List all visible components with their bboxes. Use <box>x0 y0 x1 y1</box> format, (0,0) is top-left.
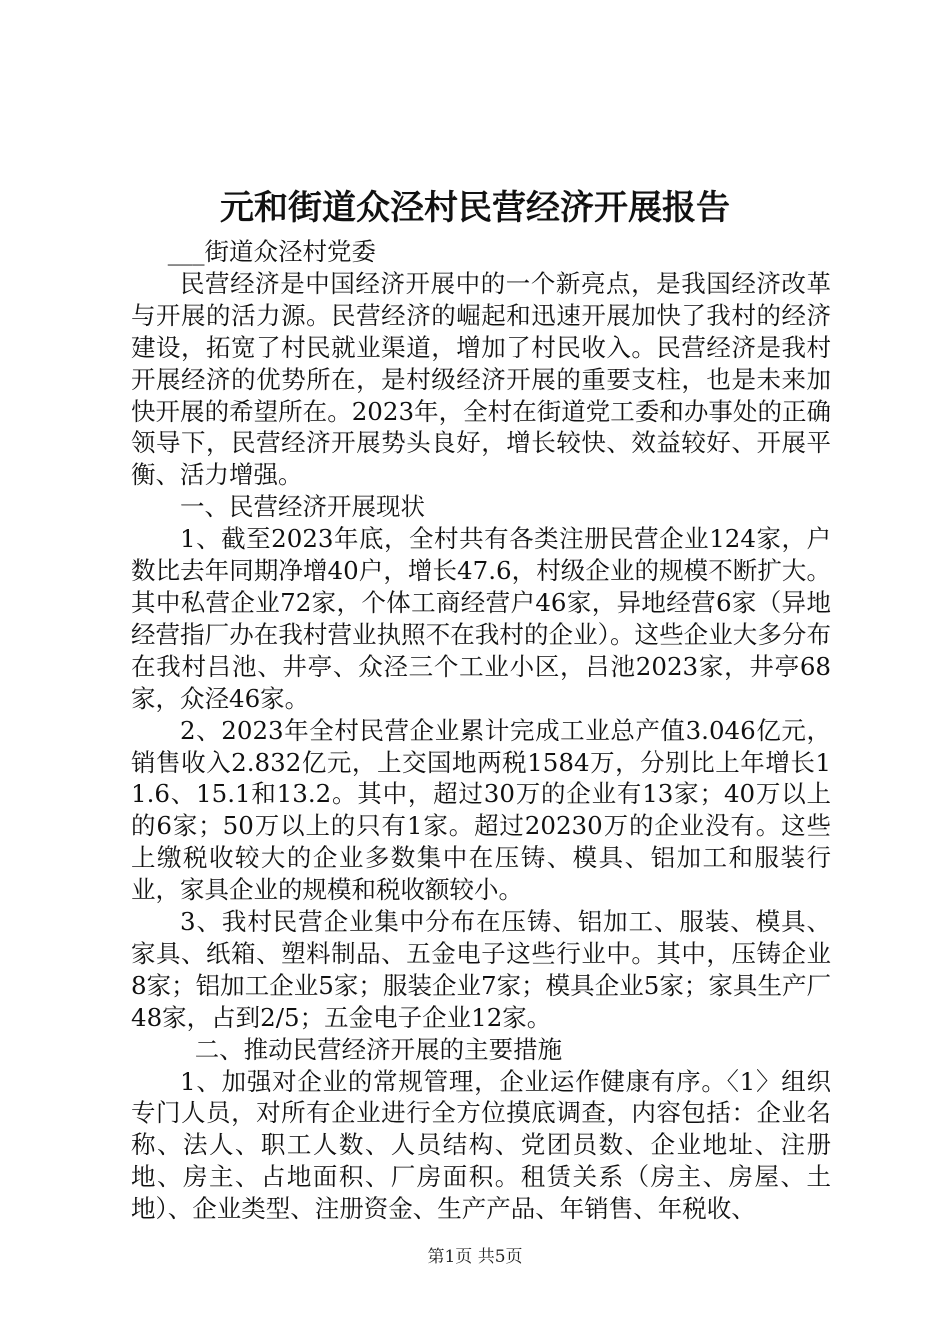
page-footer: 第1页 共5页 <box>427 1247 523 1267</box>
intro-paragraph: 民营经济是中国经济开展中的一个新亮点，是我国经济改革与开展的活力源。民营经济的崛起和迅速开展加快了我村的经济建设，拓宽了村民就业渠道，增加了村民收入。民营经济是我村开展经济的优势所在，是村级经济开展的重要支柱，也是未来加快开展的希望所在。2023年，全村在街道党工委和办事处的正确领导下，民营经济开展势头良好，增长较快、效益较好、开展平衡、活力增强。 <box>131 268 831 490</box>
paragraph-status-3: 3、我村民营企业集中分布在压铸、铝加工、服装、模具、家具、纸箱、塑料制品、五金电子这些行业中。其中，压铸企业8家；铝加工企业5家；服装企业7家；模具企业5家；家具生产厂48家，占到2/5；五金电子企业12家。 <box>131 907 831 1032</box>
document-body <box>131 236 831 1225</box>
author-line: ___街道众泾村党委 <box>167 237 376 266</box>
paragraph-measures-1: 1、加强对企业的常规管理，企业运作健康有序。〈1〉组织专门人员，对所有企业进行全方位摸底调查，内容包括：企业名称、法人、职工人数、人员结构、党团员数、企业地址、注册地、房主、占地面积、厂房面积。租赁关系（房主、房屋、土地）、企业类型、注册资金、生产产品、年销售、年税收、 <box>131 1066 831 1224</box>
section-heading-1: 一、民营经济开展现状 <box>180 492 425 522</box>
section-heading-2: 二、推动民营经济开展的主要措施 <box>194 1034 563 1064</box>
document-title: 元和街道众泾村民营经济开展报告 <box>220 188 730 228</box>
paragraph-status-1: 1、截至2023年底，全村共有各类注册民营企业124家，户数比去年同期净增40户，增长47.6，村级企业的规模不断扩大。其中私营企业72家，个体工商经营户46家，异地经营6家（异地经营指厂办在我村营业执照不在我村的企业）。这些企业大多分布在我村吕池、井亭、众泾三个工业小区，吕池2023家，井亭68家，众泾46家。 <box>131 524 831 713</box>
paragraph-status-2: 2、2023年全村民营企业累计完成工业总产值3.046亿元，销售收入2.832亿元，上交国地两税1584万，分别比上年增长11.6、15.1和13.2。其中，超过30万的企业有13家；40万以上的6家；50万以上的只有1家。超过20230万的企业没有。这些上缴税收较大的企业多数集中在压铸、模具、铝加工和服装行业，家具企业的规模和税收额较小。 <box>131 715 831 905</box>
